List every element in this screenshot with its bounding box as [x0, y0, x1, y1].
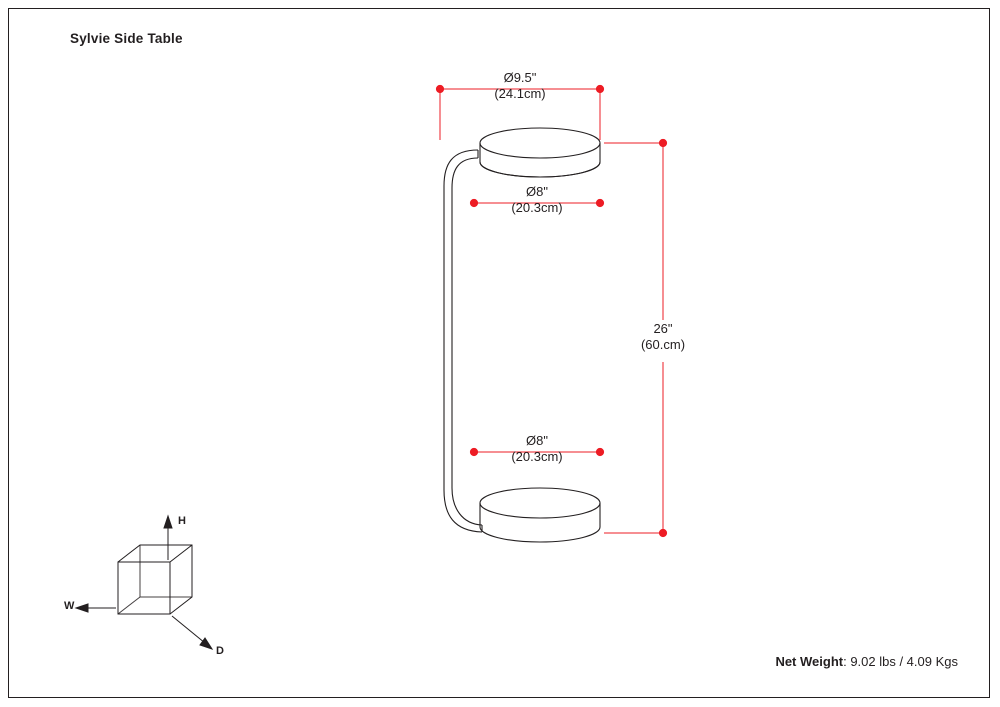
axis-legend-cube: [118, 545, 192, 614]
cube-edge-bottom-left: [118, 597, 140, 614]
dim-label-top-outer: [460, 70, 580, 102]
dim-label-top-inner: [477, 184, 597, 216]
net-weight-value: : 9.02 lbs / 4.09 Kgs: [843, 654, 958, 669]
base-disc-side: [480, 503, 600, 542]
dim-label-base: [477, 433, 597, 465]
top-disc-lower-edge: [480, 162, 600, 177]
axis-d-line: [172, 616, 205, 643]
top-disc-side: [480, 143, 600, 177]
axis-h-arrowhead: [164, 516, 172, 528]
dim-label-height: [608, 321, 718, 353]
cube-hidden-edges: [140, 545, 192, 597]
axis-w-arrowhead: [76, 604, 88, 612]
dim-label-height-metric: (60.cm): [640, 337, 686, 352]
axis-label-width: W: [64, 600, 75, 612]
net-weight-label: Net Weight: [775, 654, 844, 669]
dim-point: [436, 85, 443, 92]
dim-label-top-inner-imperial: Ø8": [526, 184, 548, 199]
dim-label-base-imperial: Ø8": [526, 433, 548, 448]
net-weight: [775, 654, 958, 669]
axis-d-arrowhead: [200, 638, 212, 649]
cube-front-face: [118, 562, 170, 614]
dim-label-height-imperial: 26": [653, 321, 673, 336]
dim-point: [659, 529, 666, 536]
top-disc-upper-ellipse: [480, 128, 600, 158]
dim-label-top-inner-metric: (20.3cm): [511, 200, 563, 215]
dimension-lines: [436, 85, 666, 536]
dim-label-top-outer-imperial: Ø9.5": [503, 70, 537, 85]
dim-label-top-outer-metric: (24.1cm): [494, 86, 546, 101]
cube-edge-top-right: [170, 545, 192, 562]
axis-label-height: H: [178, 515, 186, 527]
dim-label-base-metric: (20.3cm): [511, 449, 563, 464]
cube-back-edges: [118, 545, 192, 614]
axis-label-depth: D: [216, 645, 224, 657]
dim-point: [659, 139, 666, 146]
dim-point: [596, 199, 603, 206]
page-title: Sylvie Side Table: [70, 31, 183, 46]
dim-point: [596, 448, 603, 455]
base-disc-upper-ellipse: [480, 488, 600, 518]
dim-point: [596, 85, 603, 92]
